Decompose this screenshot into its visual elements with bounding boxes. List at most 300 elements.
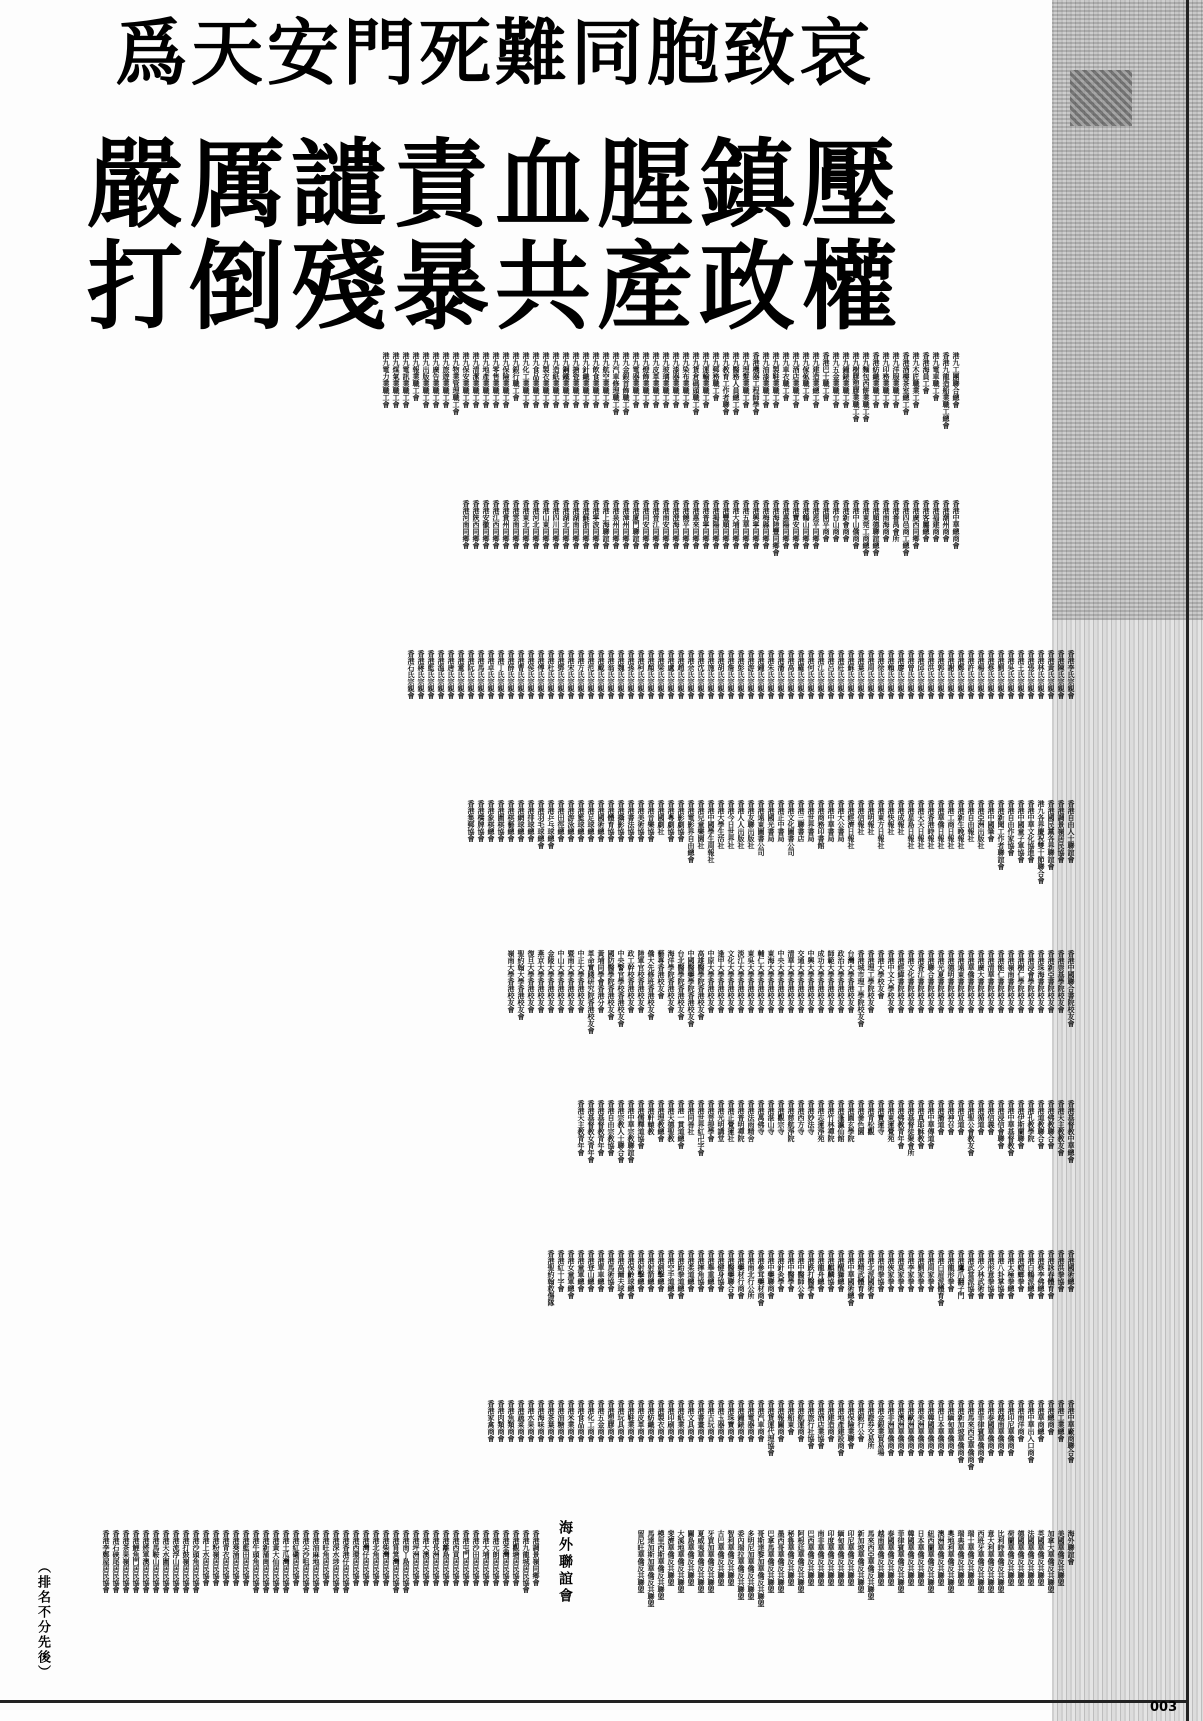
signatory-name: 香港醒獅總會 (837, 1250, 845, 1292)
signatory-name: 香港螳螂拳會 (1017, 1250, 1025, 1292)
signatory-name: 香港醫藥聯合會 (727, 1250, 735, 1299)
signatory-name: 澳洲華僑反共聯盟 (937, 1530, 945, 1586)
signatory-name: 香港清華書院校友會 (987, 950, 995, 1013)
signatory-name: 香港能仁書院校友會 (997, 950, 1005, 1013)
signatory-name: 斐濟華僑反共聯盟 (667, 1530, 675, 1586)
signatory-name: 香港志蓮淨苑 (817, 1100, 825, 1142)
signatory-name: 香港羽毛球總會 (537, 800, 545, 849)
signatory-name: 香港蘇浙同鄉會 (582, 500, 590, 549)
signatory-band (10, 1250, 1075, 1400)
signatory-name: 香港國術總會 (597, 800, 605, 842)
signatory-name: 香港越南華僑商會 (997, 1400, 1005, 1456)
signatory-name: 香港新生晚報社 (957, 800, 965, 849)
signatory-name: 港九木匠職業工會 (912, 352, 920, 408)
signatory-name: 逢甲大學香港校友會 (717, 950, 725, 1013)
signatory-name: 革命實踐研究院香港校友會 (587, 950, 595, 1034)
signatory-name: 緬甸華僑反共聯盟 (837, 1530, 845, 1586)
signatory-name: 香港菩提學會 (707, 1100, 715, 1142)
signatory-name: 意大利華僑反共聯盟 (987, 1530, 995, 1593)
signatory-name: 香港製衣商會 (657, 1400, 665, 1442)
signatory-name: 香港蔣氏宗親會 (417, 650, 425, 699)
signatory-name: 香港阮氏宗親會 (467, 650, 475, 699)
signatory-name: 香港華商總會 (1037, 1400, 1045, 1442)
signatory-name: 港九建造業總工會 (812, 352, 820, 408)
signatory-name: 嶺南大學香港校友會 (507, 950, 515, 1013)
signatory-name: 香港沙田居民協會 (472, 1530, 480, 1586)
headline-line-2: 嚴厲譴責血腥鎮壓 (87, 129, 903, 241)
signatory-name: 香港塑膠商會 (607, 1400, 615, 1442)
signatory-name: 香港田徑總會 (557, 800, 565, 842)
signatory-name: 香港圓玄學院 (847, 1100, 855, 1142)
signatory-name: 香港登山總會 (587, 1250, 595, 1292)
signatory-name: 香港九龍造船業職工總會 (942, 352, 950, 429)
signatory-name: 香港真耶穌教會 (917, 1100, 925, 1149)
signatory-name: 香港工業總會 (1057, 1400, 1065, 1442)
signatory-name: 香港香港時報社 (927, 800, 935, 849)
signatory-name: 委內瑞拉華僑反共聯盟 (737, 1530, 745, 1600)
signatory-name: 政工幹校香港校友會 (627, 950, 635, 1013)
signatory-name: 香港客屬總會 (922, 500, 930, 542)
signatory-name: 港九食品業職工會 (532, 352, 540, 408)
signatory-name: 香港音樂協會 (647, 800, 655, 842)
signatory-name: 香港佛教青年會 (897, 1100, 905, 1149)
signatory-name: 香港潘氏宗親會 (777, 650, 785, 699)
signatory-name: 香港鄭氏宗親會 (957, 650, 965, 699)
signatory-name: 港九地產業職工會 (482, 352, 490, 408)
signatory-name: 淡江大學香港校友會 (737, 950, 745, 1013)
signatory-name: 香港聯合書院校友會 (927, 950, 935, 1013)
signatory-name: 香港太極拳總會 (1007, 1250, 1015, 1299)
signatory-name: 香港張氏宗親會 (1027, 650, 1035, 699)
signatory-name: 香港食品商會 (577, 1400, 585, 1442)
signatory-name: 香港海陸豐同鄉會 (772, 500, 780, 556)
signatory-name: 香港李氏宗親會 (1067, 650, 1075, 699)
signatory-name: 香港游氏宗親會 (747, 650, 755, 699)
signatory-name: 香港澳洲華僑商會 (897, 1400, 905, 1456)
signatory-name: 馬達加斯加華僑反共聯盟 (647, 1530, 655, 1607)
signatory-name: 香港保險業聯會 (847, 1400, 855, 1449)
signatory-name: 香港播道會 (937, 1100, 945, 1135)
signatory-name: 香港郭氏宗親會 (937, 650, 945, 699)
signatory-name: 香港胡氏宗親會 (717, 650, 725, 699)
signatory-name: 新加坡華僑反共聯盟 (857, 1530, 865, 1593)
signatory-name: 香港觀塘居民協會 (512, 1530, 520, 1586)
signatory-name: 香港四邑商工總會 (902, 500, 910, 556)
signatory-name: 香港高氏宗親會 (787, 650, 795, 699)
signatory-name: 香港儒釋道協會 (637, 1100, 645, 1149)
margin-stamp-mark (1070, 70, 1132, 126)
signatory-name: 香港體育協會 (607, 800, 615, 842)
signatory-name: 香港非洲華僑商會 (887, 1400, 895, 1456)
signatory-name: 香港三聯書店 (797, 800, 805, 842)
signatory-name: 香港成報社 (897, 800, 905, 835)
signatory-name: 留尼旺華僑反共聯盟 (637, 1530, 645, 1593)
signatory-name: 香港謝氏宗親會 (947, 650, 955, 699)
signatory-name: 香港洪氏宗親會 (927, 650, 935, 699)
signatory-name: 香港晉江同鄉會 (652, 500, 660, 549)
signatory-name: 中山大學香港校友會 (557, 950, 565, 1013)
signatory-name: 香港快報社 (887, 800, 895, 835)
signatory-name: 越南華僑反共聯盟 (877, 1530, 885, 1586)
signatory-name: 香港薛氏宗親會 (507, 650, 515, 699)
signatory-name: 香港工商日報社 (947, 800, 955, 849)
signatory-band (10, 500, 960, 615)
signatory-name: 港九廣告業職工會 (432, 352, 440, 408)
signatory-name: 香港保齡球總會 (627, 1250, 635, 1299)
signatory-name: 藝專香港校友會 (657, 950, 665, 999)
signatory-name: 香港調景嶺同鄉會 (532, 1530, 540, 1586)
signatory-name: 香港宋氏宗親會 (567, 650, 575, 699)
signatory-name: 香港中華出入口商會 (1027, 1400, 1035, 1463)
headline-line-3: 打倒殘暴共產政權 (87, 231, 903, 343)
signatory-name: 香港溫氏宗親會 (437, 650, 445, 699)
signatory-name: 香港鄧氏宗親會 (557, 650, 565, 699)
signatory-name: 秘魯華僑反共聯盟 (787, 1530, 795, 1586)
signatory-name: 香港南北行公所 (747, 1250, 755, 1299)
signatory-name: 比利時華僑反共聯盟 (997, 1530, 1005, 1593)
signatory-name: 香港吳氏宗親會 (1007, 650, 1015, 699)
signatory-name: 台灣大學香港校友會 (847, 950, 855, 1013)
signatory-name: 香港馬來西亞華僑商會 (967, 1400, 975, 1470)
signatory-name: 香港南洋商會 (1017, 1400, 1025, 1442)
signatory-name: 香港跆拳道總會 (677, 1250, 685, 1299)
signatory-name: 文化大學香港校友會 (727, 950, 735, 1013)
signatory-name: 交通大學香港校友會 (797, 950, 805, 1013)
signatory-name: 香港顏氏宗親會 (647, 650, 655, 699)
signatory-name: 香港天天日報社 (917, 800, 925, 849)
signatory-name: 香港江西同鄉會 (492, 500, 500, 549)
signatory-name: 香港新會商會 (842, 500, 850, 542)
signatory-name: 香港黃大仙居民協會 (272, 1530, 280, 1593)
signatory-name: 香港大學生活社 (717, 800, 725, 849)
signatory-name: 香港佛教聯合會 (1047, 1100, 1055, 1149)
signatory-name: 香港東莞工商總會 (862, 500, 870, 556)
overseas-section-heading: 海外聯誼會 (557, 1520, 573, 1605)
headline-line-1: 爲天安門死難同胞致哀 (114, 10, 875, 95)
signatory-name: 香港新蒲崗居民協會 (262, 1530, 270, 1593)
signatory-name: 香港中華宗教聯誼會 (627, 1100, 635, 1163)
signatory-name: 香港中華基督教會 (1007, 1100, 1015, 1156)
signatory-name: 香港嗇色園 (857, 1100, 865, 1135)
signatory-name: 香港書畫商會 (697, 1400, 705, 1442)
signatory-name: 港九出版業職工會 (422, 352, 430, 408)
signatory-name: 香港少林武術會 (977, 1250, 985, 1299)
signatory-name: 政治大學香港校友會 (837, 950, 845, 1013)
signatory-name: 輔仁大學香港校友會 (757, 950, 765, 1013)
signatory-name: 香港文化圖書公司 (787, 800, 795, 856)
signatory-name: 香港電器商會 (747, 1400, 755, 1442)
signatory-name: 香港光夏書院校友會 (937, 950, 945, 1013)
signatory-name: 香港國術總會 (1067, 1250, 1075, 1292)
signatory-name: 香港中醫學會 (787, 1250, 795, 1292)
signatory-name: 夏威夷華僑反共聯盟 (697, 1530, 705, 1593)
signatory-name: 成功大學香港校友會 (817, 950, 825, 1013)
signatory-name: 香港湛山寺 (767, 1100, 775, 1135)
signatory-name: 菲律賓華僑反共聯盟 (897, 1530, 905, 1593)
signatory-name: 香港周氏宗親會 (867, 650, 875, 699)
signatory-name: 港九麵包西餅業職工會 (862, 352, 870, 422)
signatory-name: 香港肉類商會 (497, 1400, 505, 1442)
signatory-name: 香港同善社 (687, 1100, 695, 1135)
signatory-name: 香港龍舟總會 (817, 1250, 825, 1292)
signatory-name: 香港沙頭角居民協會 (192, 1530, 200, 1593)
signatory-name: 香港大埔居民協會 (482, 1530, 490, 1586)
signatory-name: 香港番禺會所 (892, 500, 900, 542)
signatory-name: 香港蘇氏宗親會 (847, 650, 855, 699)
signatory-name: 香港古玩商會 (707, 1400, 715, 1442)
signatory-name: 馬來西亞華僑反共聯盟 (867, 1530, 875, 1600)
signatory-name: 香港新加坡華僑商會 (957, 1400, 965, 1463)
signatory-band (10, 1100, 1075, 1245)
signatory-name: 黃埔同學會香港分會 (597, 950, 605, 1013)
signatory-name: 香港人人出版社 (737, 800, 745, 849)
signatory-name: 香港影劇協會 (677, 800, 685, 842)
signatory-name: 香港孔教學院 (1027, 1100, 1035, 1142)
signatory-name: 香港象棋總會 (487, 800, 495, 842)
signatory-name: 香港潮州商會 (942, 500, 950, 542)
signatory-name: 香港李鄭屋居民協會 (102, 1530, 110, 1593)
signatory-name: 香港香港仔居民協會 (342, 1530, 350, 1593)
signatory-name: 香港今日世界社 (727, 800, 735, 849)
signatory-name: 香港新亞書院校友會 (1047, 950, 1055, 1013)
signatory-name: 香港華僑書院校友會 (967, 950, 975, 1013)
signatory-name: 香港理教總會 (657, 1100, 665, 1142)
signatory-name: 香港亞洲出版社 (977, 800, 985, 849)
signatory-name: 港九旅遊業職工會 (442, 352, 450, 408)
signatory-name: 香港深水埗居民協會 (332, 1530, 340, 1593)
signatory-name: 香港足球總會 (587, 800, 595, 842)
signatory-name: 香港廖氏宗親會 (897, 650, 905, 699)
signatory-name: 香港建造商會 (827, 1400, 835, 1442)
signatory-name: 香港長洲居民協會 (432, 1530, 440, 1586)
signatory-name: 香港天主教青年會 (577, 1100, 585, 1156)
signatory-name: 法國華僑反共聯盟 (1027, 1530, 1035, 1586)
signatory-name: 香港光明講堂 (717, 1100, 725, 1142)
signatory-name: 中央大學香港校友會 (777, 950, 785, 1013)
signatory-name: 港九煤氣業職工會 (392, 352, 400, 408)
signatory-name: 香港莊氏宗親會 (837, 650, 845, 699)
signatory-name: 香港江氏宗親會 (817, 650, 825, 699)
signatory-name: 香港廈門聯誼會 (632, 500, 640, 549)
signatory-name: 香港石硤尾居民協會 (112, 1530, 120, 1593)
signatory-name: 香港中國筆會 (987, 800, 995, 842)
signatory-name: 香港泉州同鄉會 (612, 500, 620, 549)
signatory-name: 清華大學香港校友會 (787, 950, 795, 1013)
signatory-name: 港九酒店業職工會 (792, 352, 800, 408)
signatory-name: 香港文化書院校友會 (907, 950, 915, 1013)
signatory-name: 香港國民黨各界聯誼會 (1047, 800, 1055, 870)
signatory-name: 香港商務印書館 (817, 800, 825, 849)
signatory-name: 香港石氏宗親會 (407, 650, 415, 699)
signatory-name: 香港施氏宗親會 (707, 650, 715, 699)
signatory-name: 港九郵務職工會 (712, 352, 720, 401)
signatory-name: 港九油漆業職工會 (762, 352, 770, 408)
signatory-name: 香港日本華僑商會 (937, 1400, 945, 1456)
signatory-name: 香港宣道會 (957, 1100, 965, 1135)
signatory-name: 德國華僑反共聯盟 (1017, 1530, 1025, 1586)
signatory-name: 香港中華書局 (827, 800, 835, 842)
signatory-name: 香港法雨精舍 (747, 1100, 755, 1142)
signatory-name: 港九電訊業職工會 (402, 352, 410, 408)
signatory-name: 香港葉氏宗親會 (857, 650, 865, 699)
signatory-name: 香港中國聯合書院校友會 (1067, 950, 1075, 1027)
signatory-name: 香港恩平同鄉會 (812, 500, 820, 549)
signatory-name: 香港韓國華僑商會 (927, 1400, 935, 1456)
signatory-name: 香港中山僑商會 (852, 500, 860, 549)
signatory-name: 香港德明書院校友會 (947, 950, 955, 1013)
signatory-name: 香港針灸學會 (777, 1250, 785, 1292)
page-border-right (1186, 0, 1189, 1721)
signatory-name: 香港尖沙咀居民協會 (302, 1530, 310, 1593)
signatory-name: 香港白鶴派總會 (1027, 1250, 1035, 1299)
signatory-name: 香港中華廠商聯合會 (1067, 1400, 1075, 1463)
signatory-name: 僑大先修班香港校友會 (647, 950, 655, 1020)
signatory-name: 香港珠海書院校友會 (1037, 950, 1045, 1013)
signatory-name: 香港彭氏宗親會 (737, 650, 745, 699)
signatory-name: 香港詹氏宗親會 (727, 650, 735, 699)
signatory-name: 香港董氏宗親會 (457, 650, 465, 699)
signatory-name: 香港屯門居民協會 (462, 1530, 470, 1586)
signatory-name: 香港徐氏宗親會 (877, 650, 885, 699)
signatory-name: 香港精武體育會 (857, 1250, 865, 1299)
signatory-name: 香港理工學院校友會 (867, 950, 875, 1013)
signatory-name: 香港中華文化協進會 (1027, 800, 1035, 863)
signatory-name: 香港河南同鄉會 (462, 500, 470, 549)
signatory-name: 印度華僑反共聯盟 (827, 1530, 835, 1586)
signatory-name: 香港羅氏宗親會 (797, 650, 805, 699)
signatory-name: 港九運輸業職工會 (702, 352, 710, 408)
signatory-name: 香港麒麟協會 (827, 1250, 835, 1292)
signatory-name: 香港神召會 (947, 1100, 955, 1135)
signatory-name: 港九清潔業職工會 (472, 352, 480, 408)
signatory-name: 香港茶果嶺居民協會 (122, 1530, 130, 1593)
signatory-name: 香港惠陽同鄉會 (782, 500, 790, 549)
signatory-band (10, 1400, 1075, 1550)
signatory-name: 香港柴灣居民協會 (382, 1530, 390, 1586)
signatory-name: 香港基督教青年會 (597, 1100, 605, 1156)
signatory-name: 中正大學香港校友會 (577, 950, 585, 1013)
signatory-name: 香港沈氏宗親會 (697, 650, 705, 699)
signatory-name: 香港武當派協會 (967, 1250, 975, 1299)
signatory-name: 香港傅氏宗親會 (537, 650, 545, 699)
signatory-name: 香港網球總會 (517, 800, 525, 842)
page-number: 003 (1150, 1700, 1178, 1715)
signatory-name: 香港河北同鄉會 (532, 500, 540, 549)
signatory-name: 中興大學香港校友會 (807, 950, 815, 1013)
signatory-name: 港九銀行職工會 (512, 352, 520, 401)
signatory-name: 港九製衣業職工會 (542, 352, 550, 408)
signatory-name: 香港東方日報社 (877, 800, 885, 849)
signatory-name: 高雄醫學院香港校友會 (697, 950, 705, 1020)
signatory-name: 香港劉氏宗親會 (997, 650, 1005, 699)
signatory-name: 香港城市理工學院校友會 (857, 950, 865, 1027)
signatory-name: 港九航空業職工會 (602, 352, 610, 408)
signatory-name: 香港南拳協會 (877, 1250, 885, 1292)
signatory-name: 香港正覺蓮社 (727, 1100, 735, 1142)
signatory-name: 香港皮革商會 (637, 1400, 645, 1442)
signatory-name: 香港戴氏宗親會 (597, 650, 605, 699)
signatory-name: 香港唐氏宗親會 (447, 650, 455, 699)
signatory-name: 荷蘭華僑反共聯盟 (1007, 1530, 1015, 1586)
signatory-name: 香港軒轅教 (647, 1100, 655, 1135)
signatory-name: 港九樹膠塑膠業職工會 (852, 352, 860, 422)
signatory-name: 香港射箭總會 (647, 1250, 655, 1292)
signatory-name: 香港船東會 (787, 1400, 795, 1435)
signatory-name: 香港正中書局 (777, 800, 785, 842)
signatory-name: 香港南海商會 (882, 500, 890, 542)
signatory-name: 香港鐘錶商會 (737, 1400, 745, 1442)
signatory-name: 海洋學院香港校友會 (667, 950, 675, 1013)
signatory-name: 香港循道會 (977, 1100, 985, 1135)
signatory-name: 印尼華僑反共聯盟 (847, 1530, 855, 1586)
signatory-name: 香港南丫島居民協會 (402, 1530, 410, 1593)
signatory-name: 港九鐘錶業職工會 (842, 352, 850, 408)
signatory-name: 香港國光書局 (767, 800, 775, 842)
signatory-name: 西班牙華僑反共聯盟 (977, 1530, 985, 1593)
signatory-name: 香港詠春體育會 (1047, 1250, 1055, 1299)
signatory-name: 香港紅十字會 (557, 1250, 565, 1292)
signatory-name: 港九化工業職工會 (522, 352, 530, 408)
signatory-name: 香港俠家拳會 (887, 1250, 895, 1292)
signatory-name: 日本華僑反共聯盟 (917, 1530, 925, 1586)
signatory-name: 香港汽車商會 (757, 1400, 765, 1442)
signatory-name: 香港跌打醫學會 (807, 1250, 815, 1299)
signatory-name: 模里西斯華僑反共聯盟 (657, 1530, 665, 1600)
signatory-name: 香港金銀業貿易場 (877, 1400, 885, 1456)
signatory-name: 香港信義會 (987, 1100, 995, 1135)
signatory-name: 香港童軍總會 (577, 1250, 585, 1292)
signatory-name: 香港銀行公會 (857, 1400, 865, 1442)
signatory-name: 香港女童軍總會 (567, 1250, 575, 1299)
signatory-name: 香港藍氏宗親會 (427, 650, 435, 699)
signatory-name: 香港王氏宗親會 (1017, 650, 1025, 699)
signatory-name: 香港棋藝總會 (507, 800, 515, 842)
signatory-name: 香港東北同鄉會 (522, 500, 530, 549)
page-border-bottom (0, 1700, 1186, 1703)
signatory-name: 香港大公書局 (837, 800, 845, 842)
signatory-name: 香港鞋業商會 (627, 1400, 635, 1442)
signatory-name: 香港紙業商會 (677, 1400, 685, 1442)
signatory-name: 香港貴州同鄉會 (502, 500, 510, 549)
signatory-name: 香港蔡氏宗親會 (987, 650, 995, 699)
signatory-name: 香港筲箕灣居民協會 (392, 1530, 400, 1593)
signatory-name: 香港明報社 (867, 800, 875, 835)
signatory-name: 香港周家拳會 (927, 1250, 935, 1292)
signatory-name: 台北醫學院香港校友會 (677, 950, 685, 1020)
signatory-name: 港九飲食業職工會 (592, 352, 600, 408)
signatory-name: 香港牛頭角居民協會 (252, 1530, 260, 1593)
signatory-name: 港九針織業職工會 (582, 352, 590, 408)
signatory-name: 香港侯氏宗親會 (527, 650, 535, 699)
signatory-name: 香港機器工程師學會 (752, 352, 760, 415)
signatory-name: 香港梁氏宗親會 (657, 650, 665, 699)
signatory-name: 香港空手道總會 (667, 1250, 675, 1299)
signatory-name: 香港青衣居民協會 (222, 1530, 230, 1586)
signatory-name: 香港北角居民協會 (372, 1530, 380, 1586)
signatory-name: 香港旺角居民協會 (322, 1530, 330, 1586)
signatory-name: 香港流浮山居民協會 (172, 1530, 180, 1593)
signatory-name: 香港黃氏宗親會 (1047, 650, 1055, 699)
signatory-name: 香港集郵協會 (467, 800, 475, 842)
signatory-name: 香港國劇社 (657, 800, 665, 835)
signatory-name: 香港藥材行商會 (737, 1250, 745, 1299)
signatory-name: 香港福建商會 (932, 500, 940, 542)
signatory-name: 香港航運商會 (797, 1400, 805, 1442)
signatory-name: 香港鶴山同鄉會 (802, 500, 810, 549)
signatory-name: 香港印刷商會 (667, 1400, 675, 1442)
signatory-name: 港九傢俬職工會 (802, 352, 810, 401)
signatory-name: 香港丁氏宗親會 (497, 650, 505, 699)
